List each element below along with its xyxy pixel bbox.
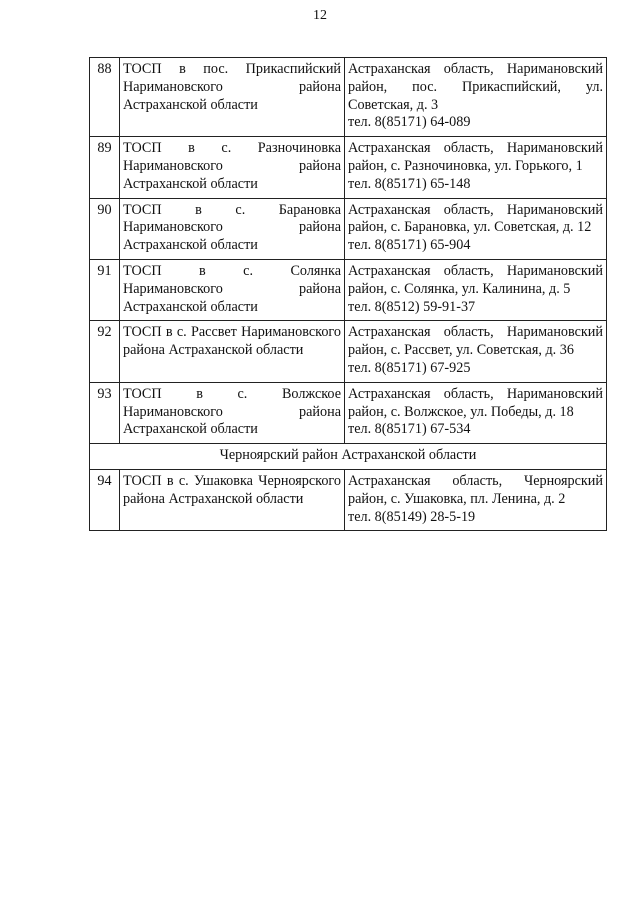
row-number: 89 [90, 137, 120, 198]
row-number: 91 [90, 259, 120, 320]
office-contact [345, 259, 607, 320]
section-heading: Черноярский район Астраханской области [90, 444, 607, 470]
page-number: 12 [313, 8, 327, 23]
office-name: ТОСП в с. Рассвет Наримановского района Астраханской области [120, 321, 345, 382]
office-name: ТОСП в с. Волжское Наримановского района Астраханской области [120, 382, 345, 443]
table-row [90, 382, 607, 443]
office-phone: тел. 8(85171) 64-089 [348, 114, 471, 131]
table-row [90, 469, 607, 530]
office-address-table [89, 57, 607, 531]
office-address: Астраханская область, Наримановский район, с. Солянка, ул. Калинина, д. 5 [348, 262, 603, 297]
office-address: Астраханская область, Наримановский район, с. Барановка, ул. Советская, д. 12 [348, 201, 603, 236]
office-address: Астраханская область, Наримановский район, с. Волжское, ул. Победы, д. 18 [348, 385, 603, 420]
row-number: 88 [90, 58, 120, 137]
row-number: 90 [90, 198, 120, 259]
office-address: Астраханская область, Черноярский район, с. Ушаковка, пл. Ленина, д. 2 [348, 472, 603, 507]
office-address: Астраханская область, Наримановский район, пос. Прикаспийский, ул. Советская, д. 3 [348, 61, 603, 113]
section-heading-row [90, 444, 607, 470]
office-name: ТОСП в с. Разночиновка Наримановского района Астраханской области [120, 137, 345, 198]
office-address: Астраханская область, Наримановский район, с. Рассвет, ул. Советская, д. 36 [348, 324, 603, 359]
office-phone: тел. 8(85171) 65-904 [348, 237, 471, 254]
office-phone: тел. 8(85149) 28-5-19 [348, 508, 476, 525]
table-row [90, 259, 607, 320]
table-row [90, 321, 607, 382]
office-phone: тел. 8(85171) 67-534 [348, 421, 471, 438]
office-address: Астраханская область, Наримановский район, с. Разночиновка, ул. Горького, 1 [348, 140, 603, 174]
office-contact [345, 469, 607, 530]
office-contact [345, 137, 607, 198]
office-name: ТОСП в пос. Прикаспийский Наримановского района Астраханской области [120, 58, 345, 137]
row-number: 93 [90, 382, 120, 443]
office-phone: тел. 8(85171) 65-148 [348, 175, 471, 192]
office-phone: тел. 8(85171) 67-925 [348, 359, 471, 376]
office-contact [345, 321, 607, 382]
office-contact [345, 382, 607, 443]
table-row [90, 198, 607, 259]
row-number: 94 [90, 469, 120, 530]
office-name: ТОСП в с. Ушаковка Черноярского района Астраханской области [120, 469, 345, 530]
table-row [90, 137, 607, 198]
office-contact [345, 198, 607, 259]
table-row [90, 58, 607, 137]
office-contact [345, 58, 607, 137]
office-phone: тел. 8(8512) 59-91-37 [348, 298, 476, 315]
row-number: 92 [90, 321, 120, 382]
office-name: ТОСП в с. Барановка Наримановского района Астраханской области [120, 198, 345, 259]
office-name: ТОСП в с. Солянка Наримановского района Астраханской области [120, 259, 345, 320]
